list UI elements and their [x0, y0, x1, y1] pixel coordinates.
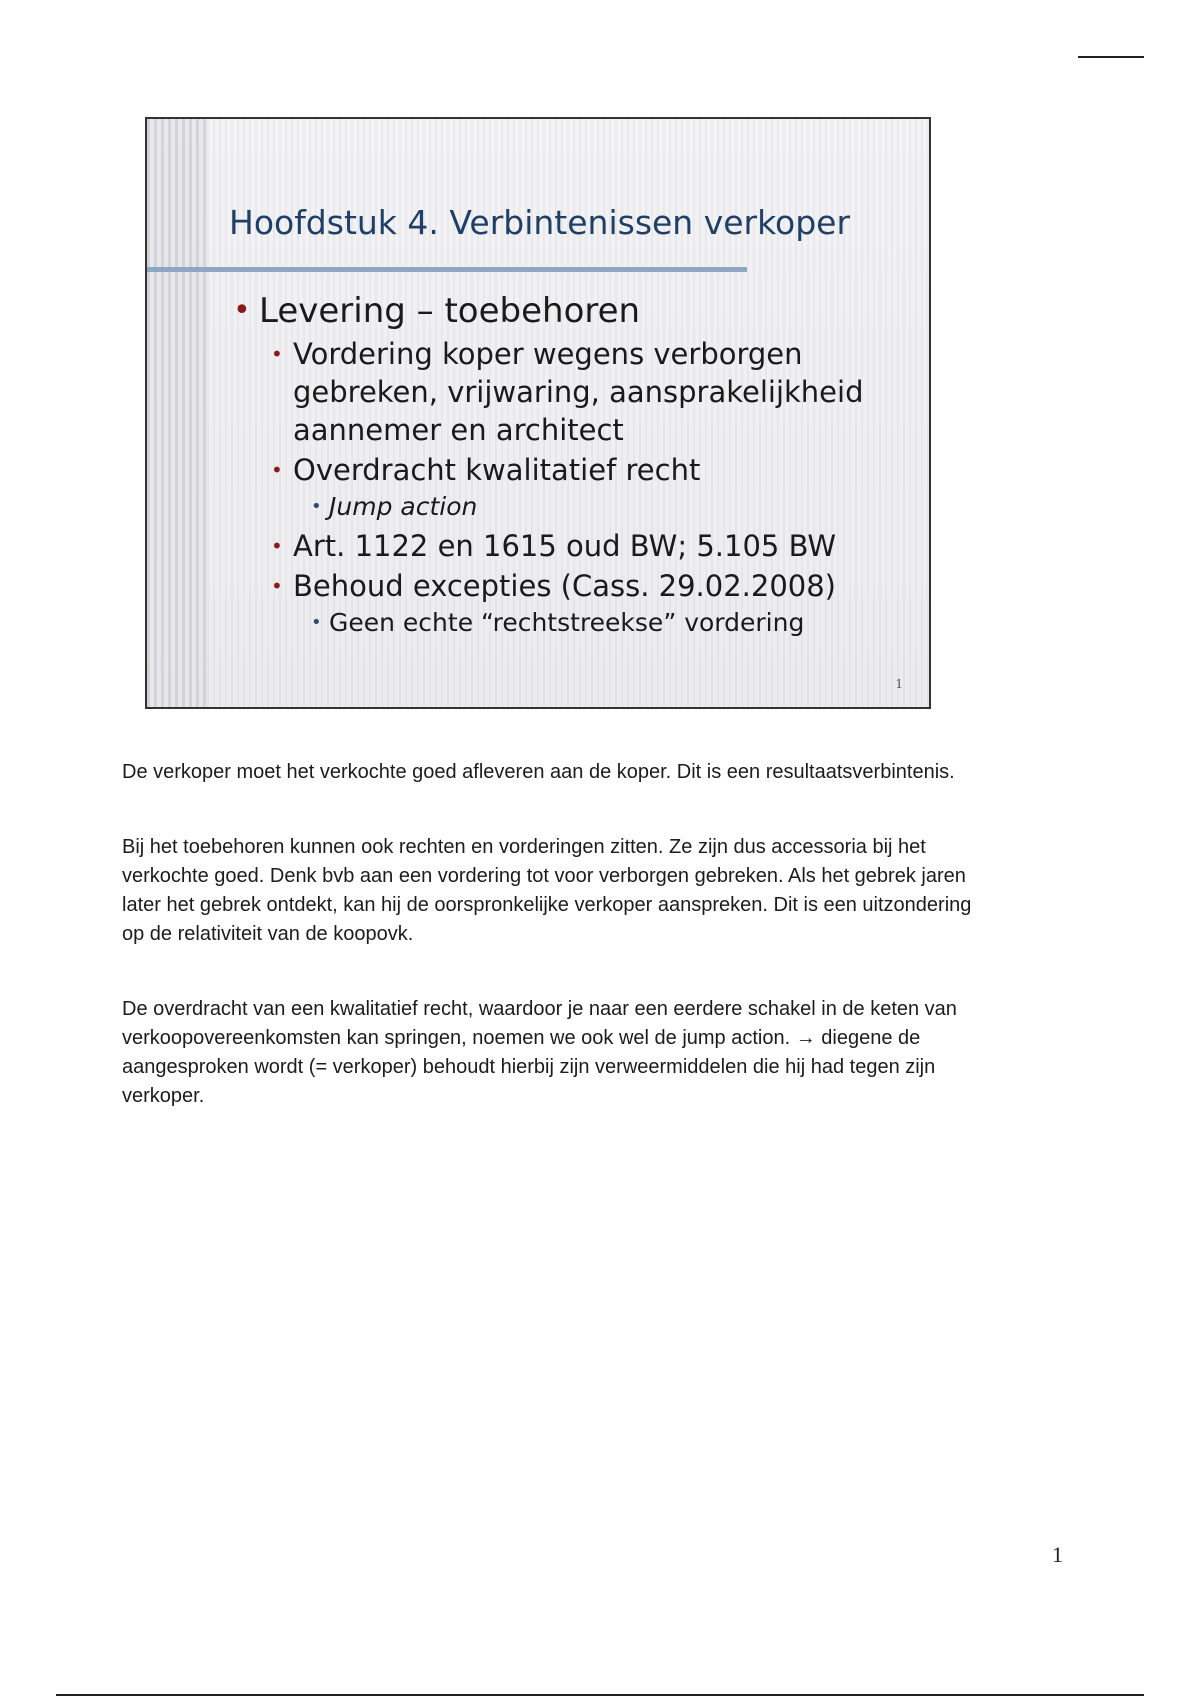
- bullet-dot-icon: •: [271, 458, 283, 482]
- bullet-dot-icon: •: [311, 612, 322, 633]
- page-number: 1: [1052, 1542, 1063, 1567]
- bullet-dot-icon: •: [233, 293, 251, 328]
- bullet-dot-icon: •: [311, 496, 322, 517]
- slide-bullet-text: Art. 1122 en 1615 oud BW; 5.105 BW: [293, 529, 837, 563]
- slide-number: 1: [895, 677, 903, 691]
- slide-sub-sub-bullet: [229, 605, 919, 641]
- slide-sub-bullet: [229, 335, 919, 449]
- slide-sub-bullet: [229, 567, 919, 605]
- notes-paragraph: De verkoper moet het verkochte goed afleveren aan de koper. Dit is een resultaatsverbintenis.: [122, 761, 955, 783]
- bullet-dot-icon: •: [271, 574, 283, 598]
- notes-paragraph: Bij het toebehoren kunnen ook rechten en vorderingen zitten. Ze zijn dus accessoria bij het verkochte goed. Denk bvb aan een vordering tot voor verborgen gebreken. Als het gebrek jaren later het gebrek ontdekt, kan hij de oorspronkelijke verkoper aanspreken. Dit is een uitzondering op de relativiteit van de koopovk.: [122, 836, 972, 945]
- slide-title-underline: [147, 267, 747, 272]
- slide-title: Hoofdstuk 4. Verbintenissen verkoper: [229, 203, 851, 242]
- slide-thumbnail: [145, 117, 931, 709]
- slide-bullet-text: Vordering koper wegens verborgen gebreken, vrijwaring, aansprakelijkheid aannemer en architect: [293, 337, 864, 447]
- slide-notes: [122, 758, 982, 1157]
- slide-decoration: [147, 119, 207, 707]
- notes-paragraph: De overdracht van een kwalitatief recht, waardoor je naar een eerdere schakel in de keten van verkoopovereenkomsten kan springen, noemen we ook wel de jump action. → diegene de aangesproken wordt (= verkoper) behoudt hierbij zijn verweermiddelen die hij had tegen zijn verkoper.: [122, 998, 957, 1107]
- slide-bullet-text: Overdracht kwalitatief recht: [293, 453, 701, 487]
- slide-bullet-text: Geen echte “rechtstreekse” vordering: [329, 608, 805, 637]
- slide-sub-bullet: [229, 527, 919, 565]
- bullet-dot-icon: •: [271, 342, 283, 366]
- slide-bullet-text: Behoud excepties (Cass. 29.02.2008): [293, 569, 836, 603]
- slide-bullet-text: Jump action: [329, 492, 478, 521]
- bullet-dot-icon: •: [271, 534, 283, 558]
- slide-bullet-list: [229, 289, 919, 641]
- slide-bullet-text: Levering – toebehoren: [259, 291, 641, 331]
- slide-bullet: [229, 289, 919, 333]
- footer-rule: [56, 1694, 1144, 1696]
- slide-sub-sub-bullet: [229, 489, 919, 525]
- slide-sub-bullet: [229, 451, 919, 489]
- header-rule: [1078, 56, 1144, 58]
